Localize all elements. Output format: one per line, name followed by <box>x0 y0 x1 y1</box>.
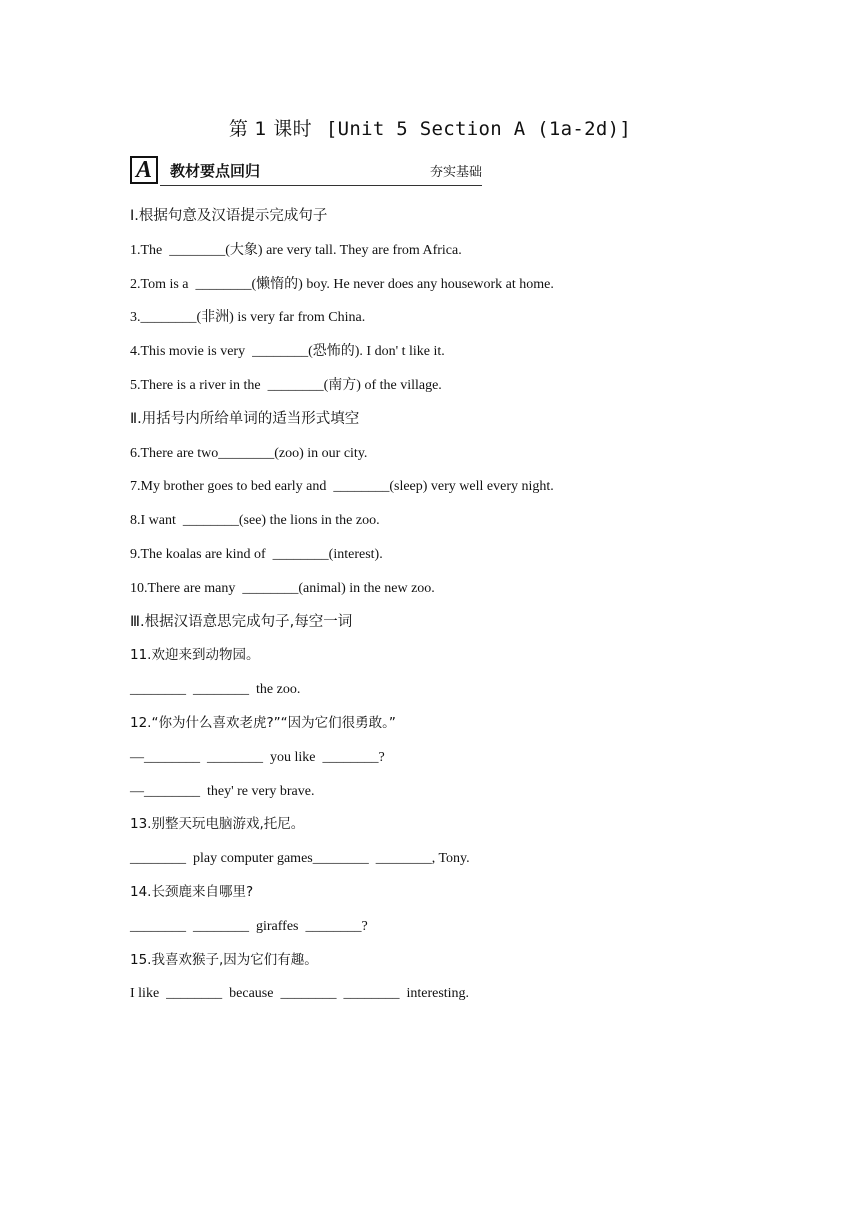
section-banner <box>130 155 482 186</box>
question-9: 9.The koalas are kind of ________(interest). <box>130 546 383 562</box>
question-12-prompt: 12.“你为什么喜欢老虎?”“因为它们很勇敢。” <box>130 714 396 731</box>
section-heading-2: Ⅱ.用括号内所给单词的适当形式填空 <box>130 410 360 427</box>
question-5: 5.There is a river in the ________(南方) of the village. <box>130 377 442 393</box>
question-15-answer: I like ________ because ________ ________ interesting. <box>130 986 470 1002</box>
banner-subtitle: 夯实基础 <box>429 165 482 180</box>
question-11-answer: ________ ________ the zoo. <box>130 682 301 698</box>
section-badge-icon: A <box>130 156 158 184</box>
banner-title: 教材要点回归 <box>170 162 261 180</box>
page-title <box>0 114 860 141</box>
question-6: 6.There are two________(zoo) in our city. <box>130 445 368 461</box>
question-14-answer: ________ ________ giraffes ________? <box>130 918 368 934</box>
banner-divider <box>160 185 482 186</box>
question-11-prompt: 11.欢迎来到动物园。 <box>130 647 260 664</box>
question-13-answer: ________ play computer games________ ________, Tony. <box>130 851 470 867</box>
section-heading-1: Ⅰ.根据句意及汉语提示完成句子 <box>130 208 328 224</box>
unit-section: [Unit 5 Section A (1a-2d)] <box>325 118 632 140</box>
section-heading-3: Ⅲ.根据汉语意思完成句子,每空一词 <box>130 613 353 630</box>
question-7: 7.My brother goes to bed early and ________(sleep) very well every night. <box>130 479 554 495</box>
question-14-prompt: 14.长颈鹿来自哪里? <box>130 883 254 900</box>
question-1: 1.The ________(大象) are very tall. They are from Africa. <box>130 242 462 258</box>
question-12-answer-a: —________ ________ you like ________? <box>130 749 385 765</box>
question-15-prompt: 15.我喜欢猴子,因为它们有趣。 <box>130 951 318 968</box>
question-3: 3.________(非洲) is very far from China. <box>130 310 366 326</box>
question-12-answer-b: —________ they' re very brave. <box>130 783 315 799</box>
question-4: 4.This movie is very ________(恐怖的). I don' t like it. <box>130 344 445 360</box>
question-10: 10.There are many ________(animal) in the new zoo. <box>130 580 435 596</box>
lesson-number: 第 1 课时 <box>228 118 312 140</box>
question-8: 8.I want ________(see) the lions in the zoo. <box>130 513 380 529</box>
question-13-prompt: 13.别整天玩电脑游戏,托尼。 <box>130 816 305 833</box>
exercise-list <box>130 200 770 1011</box>
question-2: 2.Tom is a ________(懒惰的) boy. He never does any housework at home. <box>130 276 554 292</box>
